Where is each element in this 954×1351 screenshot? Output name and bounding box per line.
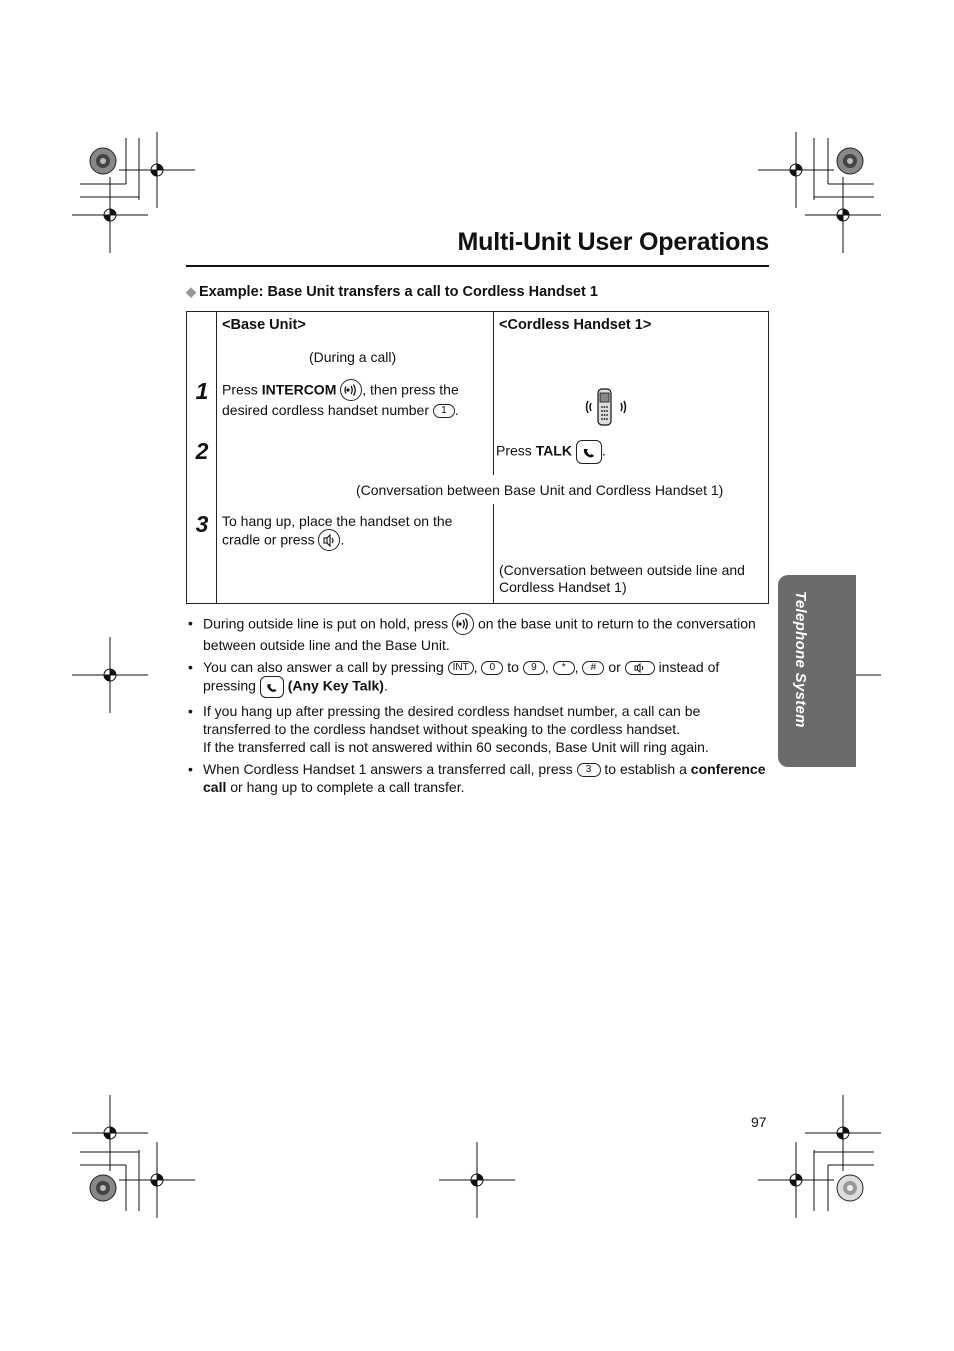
step-2-text-press: Press	[496, 442, 536, 459]
note-hold	[188, 614, 768, 654]
step-1-base-instruction	[222, 380, 490, 419]
step-2-handset-instruction	[496, 440, 606, 464]
bullet: •	[188, 761, 193, 777]
note-any-key-talk	[188, 658, 768, 698]
column-header-cordless-handset: <Cordless Handset 1>	[499, 317, 652, 333]
note-akt-or: or	[608, 659, 621, 675]
example-heading	[186, 284, 598, 300]
side-tab-label: Telephone System	[792, 591, 809, 728]
key-0-icon: 0	[481, 661, 503, 675]
step-2-period: .	[601, 442, 606, 459]
note-hangup-text-a: If you hang up after pressing the desired cordless handset number, a call can be transferred to the cordless handset without speaking to the cordless handset.	[203, 703, 701, 737]
note-hold-text-a: During outside line is put on hold, press	[203, 615, 449, 632]
period: .	[383, 677, 388, 694]
key-1-icon: 1	[433, 404, 455, 418]
note-akt-instead: instead of pressing	[203, 659, 720, 694]
note-hangup-text-b: If the transferred call is not answered within 60 seconds, Base Unit will ring again.	[203, 739, 709, 755]
comma: ,	[574, 659, 579, 675]
step-3-base-instruction	[222, 513, 488, 552]
key-hash-icon: #	[582, 661, 604, 675]
intercom-button-icon	[340, 379, 362, 401]
page-title: Multi-Unit User Operations	[457, 228, 769, 256]
note-hold-text-b: on the base unit to return to the conversation between outside line and the Base Unit.	[203, 615, 756, 653]
during-call-text: (During a call)	[309, 349, 397, 365]
step-3-text: To hang up, place the handset on the cradle or press	[222, 513, 453, 548]
speaker-key-icon	[625, 661, 655, 675]
procedure-table	[186, 311, 769, 604]
int-key-icon: INT	[448, 661, 474, 675]
speaker-button-icon	[318, 529, 340, 551]
step-1-text-press: Press	[222, 381, 262, 398]
key-star-icon: *	[553, 661, 575, 675]
note-conference	[188, 760, 768, 796]
conversation-outside-handset-text: (Conversation between outside line and Cordless Handset 1)	[499, 562, 745, 595]
talk-label: TALK	[535, 442, 572, 459]
comma: ,	[544, 659, 549, 675]
handset-ringing-icon	[583, 386, 629, 433]
note-conf-text-c: or hang up to complete a call transfer.	[230, 779, 465, 795]
page-number: 97	[751, 1114, 767, 1130]
side-tab	[778, 575, 856, 767]
intercom-label: INTERCOM	[261, 381, 337, 398]
conversation-base-handset-text: (Conversation between Base Unit and Cordless Handset 1)	[356, 482, 724, 498]
step-number-3: 3	[195, 511, 209, 537]
example-heading-text: Example: Base Unit transfers a call to Cordless Handset 1	[199, 284, 598, 300]
note-akt-to: to	[507, 659, 519, 675]
diamond-icon: ◆	[186, 284, 196, 299]
notes-list	[188, 614, 768, 800]
step-3-period: .	[340, 531, 345, 548]
comma: ,	[473, 659, 478, 675]
step-number-2: 2	[195, 438, 209, 464]
conf-key-3-icon: 3	[577, 763, 601, 777]
note-conf-bold: conference call	[203, 761, 766, 795]
note-akt-text-a: You can also answer a call by pressing	[203, 659, 444, 675]
note-conf-text-a: When Cordless Handset 1 answers a transferred call, press	[203, 761, 573, 777]
note-hang-up	[188, 702, 768, 756]
note-conf-text-b: to establish a	[604, 761, 687, 777]
bullet: •	[188, 659, 193, 675]
talk-button-icon	[260, 676, 284, 698]
note-akt-bold: (Any Key Talk)	[287, 677, 384, 694]
step-1-period: .	[454, 402, 459, 418]
key-9-icon: 9	[523, 661, 545, 675]
intercom-button-icon	[452, 613, 474, 635]
table-column-divider-bottom	[493, 504, 494, 604]
step-number-1: 1	[195, 378, 209, 404]
bullet: •	[188, 615, 193, 631]
title-rule	[186, 265, 769, 267]
step-1-text-then: , then press the desired cordless handset number	[222, 381, 459, 418]
talk-button-icon	[576, 440, 602, 464]
column-header-base-unit: <Base Unit>	[222, 317, 306, 333]
bullet: •	[188, 703, 193, 719]
table-column-divider-top	[493, 311, 494, 475]
